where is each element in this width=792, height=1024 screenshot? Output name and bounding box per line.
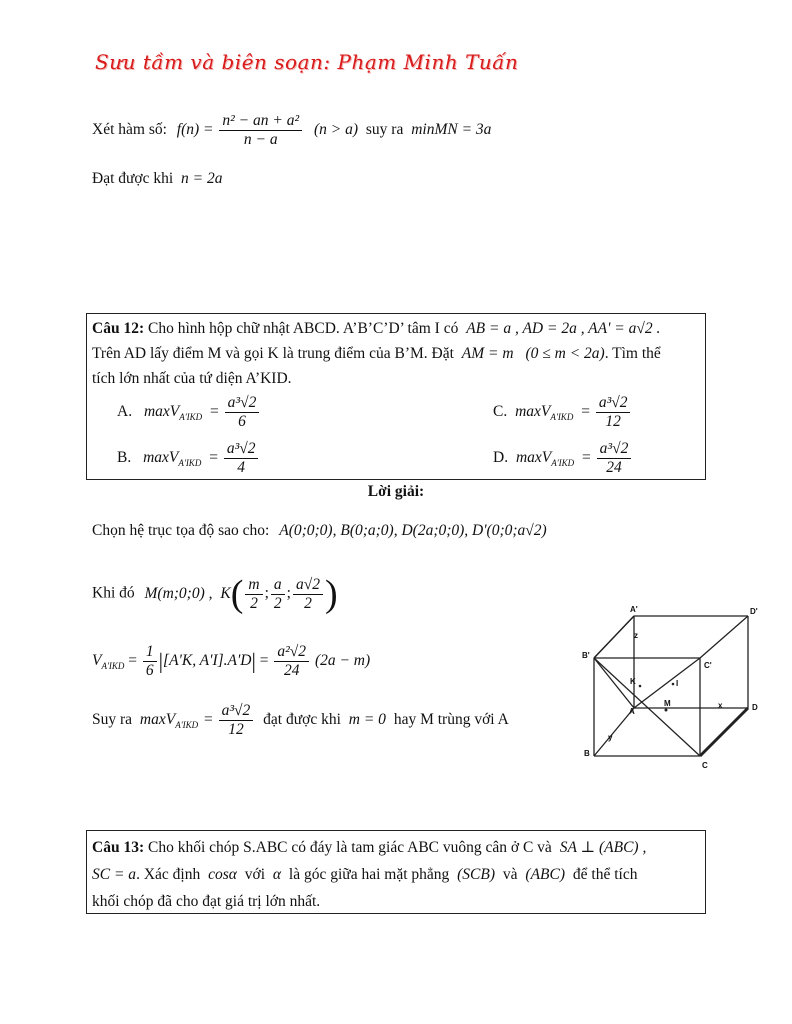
option-b-den: 4	[237, 459, 246, 476]
solution-title: Lời giải:	[367, 483, 425, 500]
intro-prefix: Xét hàm số:	[92, 121, 167, 139]
option-a-key: A.	[117, 403, 133, 421]
option-a-fraction	[225, 394, 260, 431]
q13-cos: cosα	[208, 866, 237, 883]
s4-end: hay M trùng với A	[393, 711, 509, 729]
option-b-num: a³√2	[224, 440, 259, 459]
option-c[interactable]: C. maxV$_{A'IKD}$ = $\frac{\text{a³√2}}{12}$	[493, 394, 632, 431]
option-d-key: D.	[493, 449, 509, 467]
func-fraction	[219, 112, 302, 149]
box-figure	[578, 598, 768, 778]
option-b-sub: A'IKD	[178, 458, 202, 469]
intro-line2-prefix: Đạt được khi	[92, 170, 174, 187]
q13-line-1	[92, 838, 646, 857]
s2-k: K	[220, 584, 231, 602]
q13-plane-1: (SCB)	[457, 866, 496, 883]
s2-m: M(m;0;0) ,	[144, 584, 213, 602]
s3-lhs: V	[92, 652, 102, 670]
q12-line-3	[92, 370, 292, 388]
label-m: M	[664, 699, 671, 708]
s3-sub: A'IKD	[101, 661, 125, 672]
q13-alpha: α	[272, 866, 282, 883]
q12-label: Câu 12:	[92, 320, 145, 337]
label-b-prime: B'	[582, 651, 590, 660]
q13-condition-1: SA ⊥ (ABC) ,	[559, 839, 647, 856]
option-d[interactable]: D. maxV$_{A'IKD}$ = $\frac{\text{a³√2}}{24}$	[493, 440, 633, 477]
s1-expr: A(0;0;0), B(0;a;0), D(2a;0;0), D'(0;0;a√2)	[279, 522, 547, 539]
option-a-lhs: maxV	[143, 403, 180, 421]
option-d-num: a³√2	[597, 440, 632, 459]
option-a[interactable]: A. maxV$_{A'IKD}$ = $\frac{\text{a³√2}}{6}$	[117, 394, 261, 431]
q12-line-2	[92, 345, 661, 363]
q12-condition-3: (0 ≤ m < 2a)	[525, 345, 605, 362]
q13-and: và	[502, 866, 518, 883]
s4-fraction: $\frac{\text{a³√2}}{12}$	[219, 702, 254, 739]
s3-tail: (2a − m)	[314, 652, 371, 670]
option-b-key: B.	[117, 449, 132, 467]
q13-text-3: với	[244, 866, 266, 883]
option-b-fraction	[224, 440, 259, 477]
option-d-lhs: maxV	[515, 449, 552, 467]
label-d: D	[752, 703, 758, 712]
label-y: y	[608, 733, 613, 742]
q12-condition-1: AB = a , AD = 2a , AA' = a√2 .	[466, 320, 661, 337]
s3-frac-2: $\frac{\text{a²√2}}{24}$	[274, 643, 309, 680]
option-d-fraction	[597, 440, 632, 477]
option-b-lhs: maxV	[143, 449, 179, 467]
intro-mid: suy ra	[365, 121, 404, 139]
q13-label: Câu 13:	[92, 839, 145, 856]
q13-text-4: là góc giữa hai mặt phẳng	[288, 866, 450, 883]
q13-text-5: để thể tích	[572, 866, 638, 883]
s4-cond: m = 0	[348, 711, 386, 729]
option-a-num: a³√2	[225, 394, 260, 413]
s4-sub: A'IKD	[175, 720, 199, 731]
q13-plane-2: (ABC)	[525, 866, 566, 883]
solution-step-4: Suy ra maxV$_{A'IKD}$ = $\frac{\text{a³√2}}{12}$ đạt được khi m = 0 hay M trùng với A	[92, 702, 509, 738]
func-lhs: f(n) =	[176, 121, 214, 139]
q13-line-3	[92, 893, 320, 911]
func-condition: (n > a)	[313, 121, 359, 139]
s2-prefix: Khi đó	[92, 584, 135, 602]
label-a-prime: A'	[630, 605, 638, 614]
option-d-den: 24	[606, 459, 622, 476]
option-c-sub: A'IKD	[550, 412, 574, 423]
q13-condition-2: SC = a	[92, 866, 137, 883]
s4-lhs: maxV	[139, 711, 176, 729]
solution-step-1	[92, 522, 547, 540]
author-header: Sưu tầm và biên soạn: Phạm Minh Tuấn	[95, 50, 519, 74]
s4-prefix: Suy ra	[92, 711, 133, 729]
q13-text-1: Cho khối chóp S.ABC có đáy là tam giác ABC vuông cân ở C và	[147, 839, 552, 856]
q12-line-1	[92, 320, 660, 338]
option-c-fraction	[596, 394, 631, 431]
option-c-key: C.	[493, 403, 508, 421]
label-k: K	[630, 677, 636, 686]
s2-k-frac-2: $\frac{a}{2}$	[271, 576, 285, 613]
s4-mid: đạt được khi	[263, 711, 341, 729]
q12-text-2-end: . Tìm thể	[604, 345, 661, 362]
solution-step-2: Khi đó M(m;0;0) , K( $\frac{m}{2}$ ; $\frac{a}{2}$ ; $\frac{a√2}{2}$ )	[92, 573, 338, 615]
q13-line-2	[92, 866, 637, 884]
func-numerator: n² − an + a²	[219, 112, 302, 131]
q12-text-1: Cho hình hộp chữ nhật ABCD. A’B’C’D’ tâm I có	[147, 320, 459, 337]
label-b: B	[584, 749, 590, 758]
label-d-prime: D'	[750, 607, 758, 616]
option-a-sub: A'IKD	[179, 412, 203, 423]
s3-body: [A'K, A'I].A'D	[163, 652, 252, 670]
q13-text-6: khối chóp đã cho đạt giá trị lớn nhất.	[92, 893, 321, 910]
label-c-prime: C'	[704, 661, 712, 670]
intro-line2-expr: n = 2a	[181, 170, 223, 187]
func-denominator: n − a	[243, 131, 278, 148]
q12-text-3: tích lớn nhất của tứ diện A’KID.	[92, 370, 292, 387]
label-i: I	[676, 679, 679, 688]
option-d-sub: A'IKD	[551, 458, 575, 469]
intro-line-2	[92, 170, 223, 188]
intro-line-1	[92, 112, 491, 149]
intro-result: minMN = 3a	[411, 121, 492, 139]
label-x: x	[718, 701, 723, 710]
label-c: C	[702, 761, 708, 770]
s1-prefix: Chọn hệ trục tọa độ sao cho:	[92, 522, 270, 539]
s3-frac-1: $\frac{1}{6}$	[143, 643, 157, 680]
option-c-den: 12	[605, 413, 621, 430]
option-a-den: 6	[238, 413, 246, 430]
solution-step-3: $V_{A'IKD}$ = $\frac{1}{6}$ |[A'K, A'I].A'D| = $\frac{\text{a²√2}}{24}$ (2a − m)	[92, 643, 371, 679]
q13-text-2: . Xác định	[136, 866, 201, 883]
s2-k-frac-1: $\frac{m}{2}$	[245, 576, 262, 613]
label-a: A	[629, 707, 635, 716]
option-c-lhs: maxV	[515, 403, 551, 421]
option-c-num: a³√2	[596, 394, 631, 413]
q12-condition-2: AM = m	[461, 345, 514, 362]
q12-text-2: Trên AD lấy điểm M và gọi K là trung điểm của B’M. Đặt	[92, 345, 454, 362]
option-b[interactable]: B. maxV$_{A'IKD}$ = $\frac{\text{a³√2}}{4}$	[117, 440, 260, 477]
label-z: z	[634, 631, 638, 640]
s2-k-frac-3: $\frac{a√2}{2}$	[293, 576, 323, 613]
